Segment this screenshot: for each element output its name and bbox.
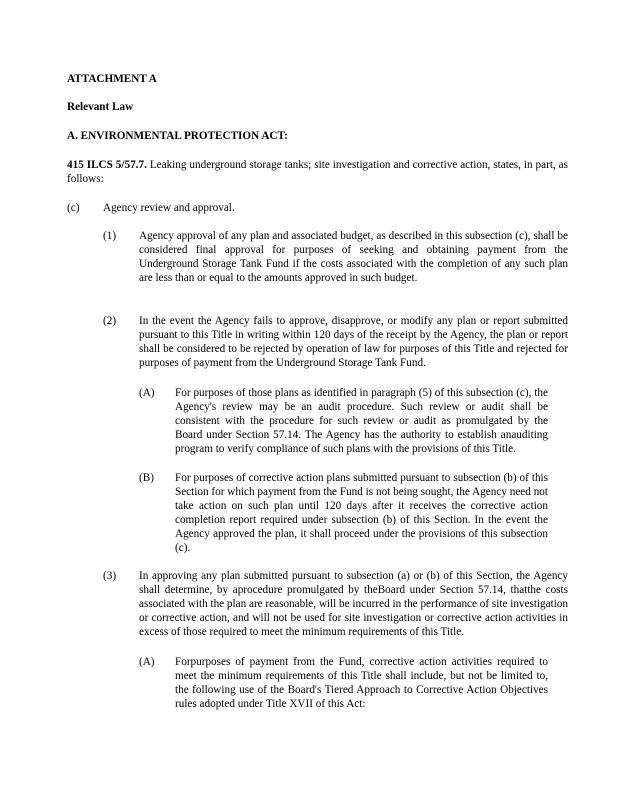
item-1-text: Agency approval of any plan and associated budget, as described in this subsection (c), shall be considered final approval for purposes of seeking and obtaining payment from the Underground Storage Tank Fund if the costs associated with the completion of any such plan are less than or equal to the amounts approved in such budget. xyxy=(139,230,568,284)
section-c-label: (c) xyxy=(67,202,80,214)
item-2a-label: (A) xyxy=(139,387,155,399)
item-3-label: (3) xyxy=(103,570,117,582)
item-2b-label: (B) xyxy=(139,472,154,484)
item-1-label: (1) xyxy=(103,230,117,242)
item-3-text: In approving any plan submitted pursuant to subsection (a) or (b) of this Section, the Agency shall determine, by aprocedure promulgated by theBoard under Section 57.14, thatthe costs associated with the plan are reasonable, will be incurred in the performance of site investigation or corrective action, and will not be used for site investigation or corrective action activities in excess of those required to meet the minimum requirements of this Title. xyxy=(139,570,569,638)
relevant-law-heading: Relevant Law xyxy=(67,101,134,113)
intro-text: Leaking underground storage tanks; site investigation and corrective action, states, in part, as follows: xyxy=(67,159,568,185)
item-2-label: (2) xyxy=(103,315,117,327)
statute-citation: 415 ILCS 5/57.7. xyxy=(67,159,147,171)
attachment-heading: ATTACHMENT A xyxy=(67,73,157,85)
item-3a-label: (A) xyxy=(139,656,155,668)
act-title-heading: A. ENVIRONMENTAL PROTECTION ACT: xyxy=(67,130,288,142)
item-2-text: In the event the Agency fails to approve, disapprove, or modify any plan or report submitted pursuant to this Title in writing within 120 days of the receipt by the Agency, the plan or report shall be considered to be rejected by operation of law for purposes of this Title and rejected for purposes of payment from the Underground Storage Tank Fund. xyxy=(139,315,568,369)
section-c-title: Agency review and approval. xyxy=(103,202,235,214)
item-2a-text: For purposes of those plans as identified in paragraph (5) of this subsection (c), the Agency's review may be an audit procedure. Such review or audit shall be consistent with the procedure for such review or audit as promulgated by the Board under Section 57.14. The Agency has the authority to establish anauditing program to verify compliance of such plans with the provisions of this Title. xyxy=(175,387,548,455)
item-2b-text: For purposes of corrective action plans submitted pursuant to subsection (b) of this Section for which payment from the Fund is not being sought, the Agency need not take action on such plan until 120 days after it receives the corrective action completion report required under subsection (b) of this Section. In the event the Agency approved the plan, it shall proceed under the provisions of this subsection (c). xyxy=(175,472,548,554)
intro-paragraph xyxy=(67,158,568,186)
item-3a-text: Forpurposes of payment from the Fund, corrective action activities required to meet the minimum requirements of this Title shall include, but not be limited to, the following use of the Board's Tiered Approach to Corrective Action Objectives rules adopted under Title XVII of this Act: xyxy=(175,656,548,710)
